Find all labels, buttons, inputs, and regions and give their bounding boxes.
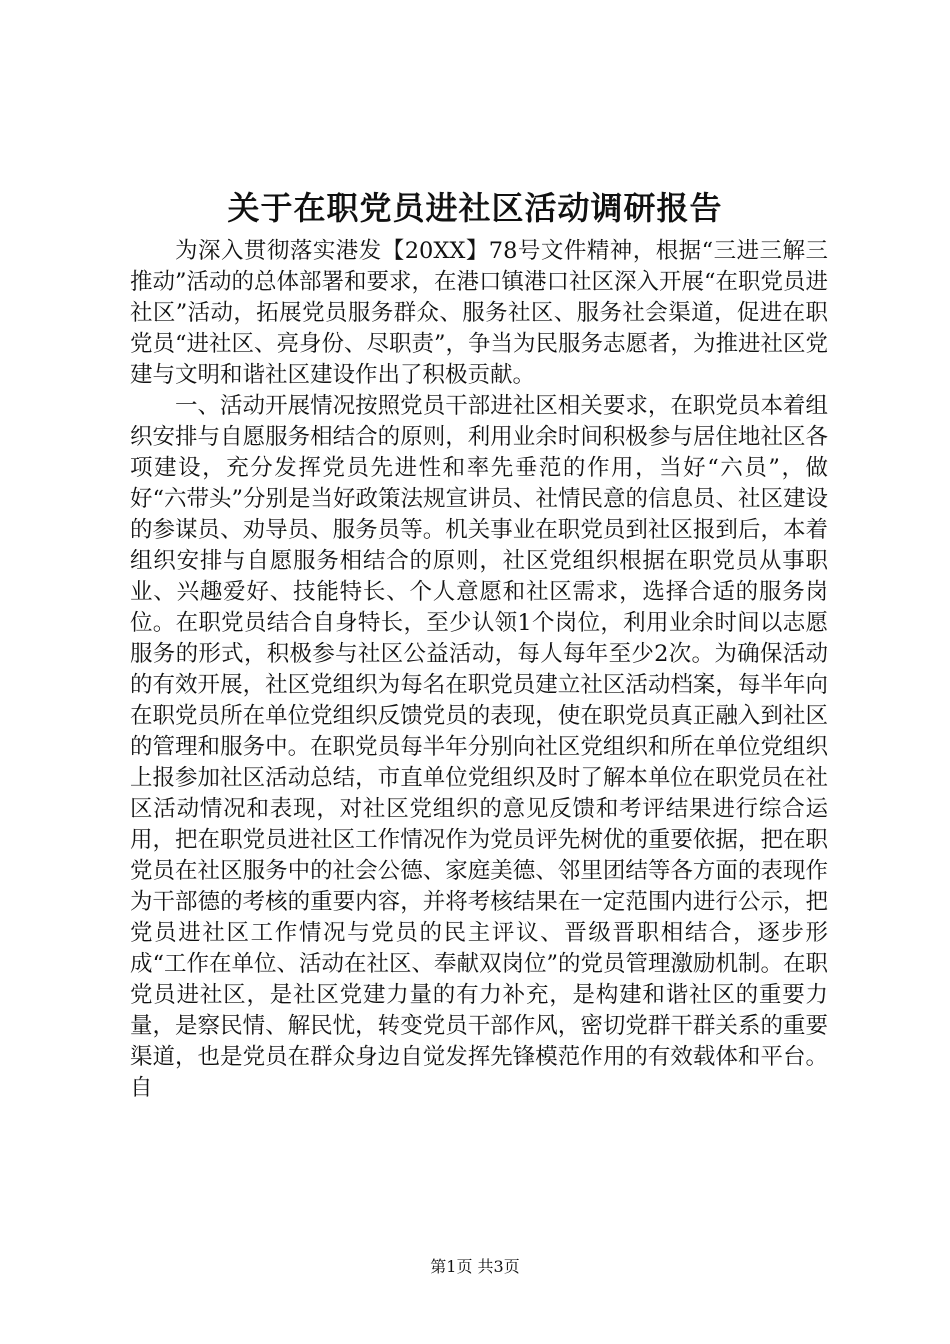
paragraph-intro: 为深入贯彻落实港发【20XX】78号文件精神，根据“三进三解三推动”活动的总体部署和要求，在港口镇港口社区深入开展“在职党员进社区”活动，拓展党员服务群众、服务社区、服务社会渠道，促进在职党员“进社区、亮身份、尽职责”，争当为民服务志愿者，为推进社区党建与文明和谐社区建设作出了积极贡献。	[130, 238, 829, 388]
document-title: 关于在职党员进社区活动调研报告	[227, 189, 723, 227]
page-footer: 第1页 共3页	[430, 1257, 520, 1276]
paragraph-activity-status: 一、活动开展情况按照党员干部进社区相关要求，在职党员本着组织安排与自愿服务相结合的原则，利用业余时间积极参与居住地社区各项建设，充分发挥党员先进性和率先垂范的作用，当好“六员”，做好“六带头”分别是当好政策法规宣讲员、社情民意的信息员、社区建设的参谋员、劝导员、服务员等。机关事业在职党员到社区报到后，本着组织安排与自愿服务相结合的原则，社区党组织根据在职党员从事职业、兴趣爱好、技能特长、个人意愿和社区需求，选择合适的服务岗位。在职党员结合自身特长，至少认领1个岗位，利用业余时间以志愿服务的形式，积极参与社区公益活动，每人每年至少2次。为确保活动的有效开展，社区党组织为每名在职党员建立社区活动档案，每半年向在职党员所在单位党组织反馈党员的表现，使在职党员真正融入到社区的管理和服务中。在职党员每半年分别向社区党组织和所在单位党组织上报参加社区活动总结，市直单位党组织及时了解本单位在职党员在社区活动情况和表现，对社区党组织的意见反馈和考评结果进行综合运用，把在职党员进社区工作情况作为党员评先树优的重要依据，把在职党员在社区服务中的社会公德、家庭美德、邻里团结等各方面的表现作为干部德的考核的重要内容，并将考核结果在一定范围内进行公示，把党员进社区工作情况与党员的民主评议、晋级晋职相结合，逐步形成“工作在单位、活动在社区、奉献双岗位”的党员管理激励机制。在职党员进社区，是社区党建力量的有力补充，是构建和谐社区的重要力量，是察民情、解民忧，转变党员干部作风，密切党群干群关系的重要渠道，也是党员在群众身边自觉发挥先锋模范作用的有效载体和平台。自	[130, 393, 829, 1101]
document-body	[130, 236, 828, 1104]
